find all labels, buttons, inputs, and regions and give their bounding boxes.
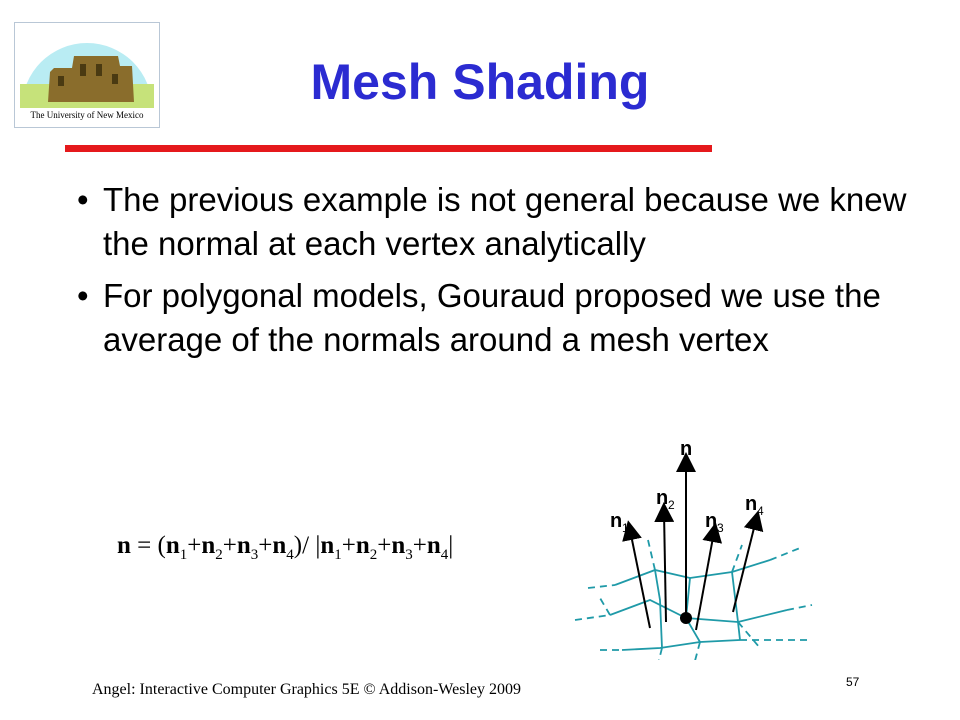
label-n: n <box>680 438 693 460</box>
logo-caption: The University of New Mexico <box>30 110 144 120</box>
svg-text:2: 2 <box>668 498 675 512</box>
bullet-icon: • <box>77 277 89 314</box>
label-n1: n <box>610 510 623 532</box>
bullet-text: For polygonal models, Gouraud proposed we use the average of the normals around a mesh vertex <box>103 277 881 358</box>
mesh-vertex-dot <box>680 612 692 624</box>
svg-text:3: 3 <box>717 521 724 535</box>
footer-credit: Angel: Interactive Computer Graphics 5E © Addison-Wesley 2009 <box>92 681 521 698</box>
bullet-item <box>77 178 917 266</box>
bullet-list <box>77 178 917 370</box>
page-number: 57 <box>846 675 860 689</box>
title-divider <box>65 145 712 152</box>
bullet-item <box>77 274 917 362</box>
slide-title: Mesh Shading <box>310 54 650 110</box>
label-n4: n <box>745 493 758 515</box>
normal-average-formula: $n = (n_1+n_2+n_3+n_4)/$ $|n_1+n_2+n_3+n_4|$ <box>117 532 454 563</box>
svg-text:4: 4 <box>757 504 764 518</box>
label-n3: n <box>705 510 718 532</box>
mesh-grid <box>575 540 812 660</box>
bullet-text: The previous example is not general because we knew the normal at each vertex analytically <box>103 181 907 262</box>
bullet-icon: • <box>77 181 89 218</box>
svg-text:1: 1 <box>622 521 629 535</box>
mesh-normals-diagram <box>570 430 820 660</box>
label-n2: n <box>656 487 669 509</box>
